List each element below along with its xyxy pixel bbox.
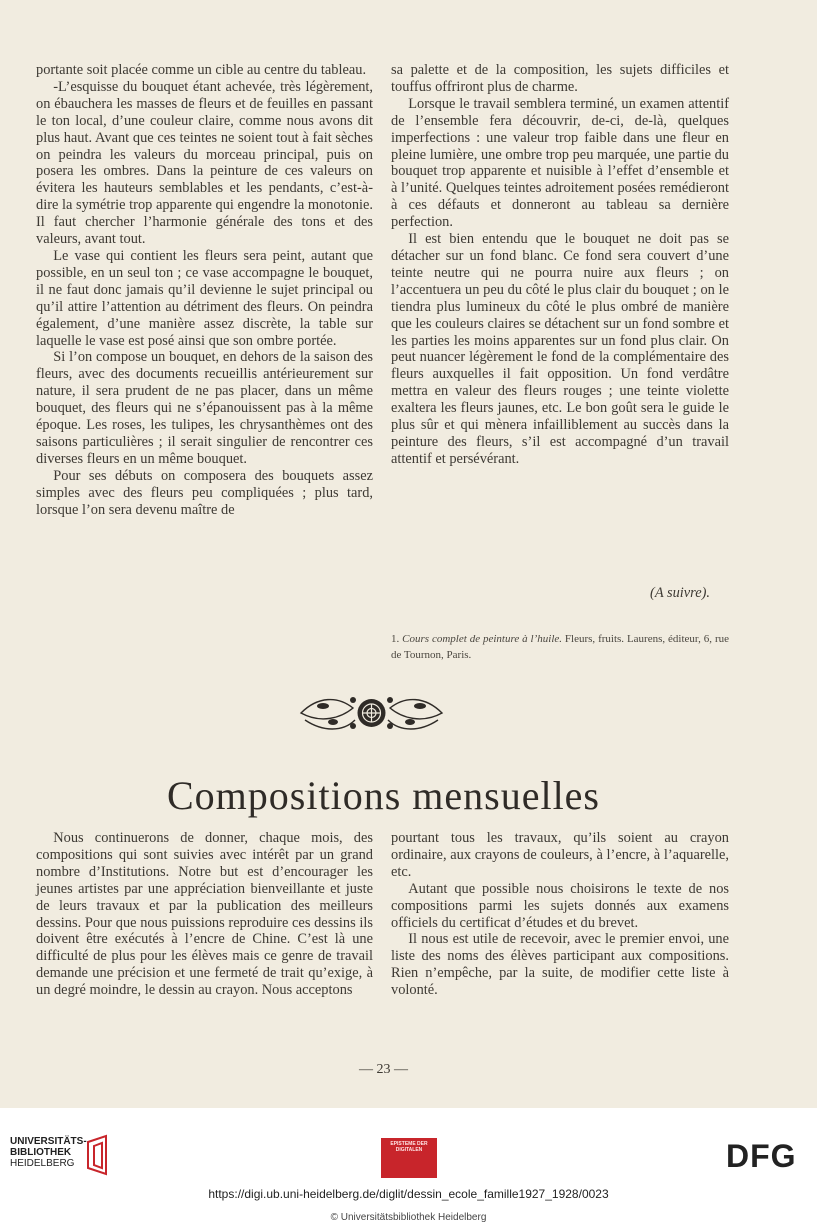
paragraph: -L’esquisse du bouquet étant achevée, très légèrement, on ébauchera les masses de fleurs et de feuilles en passant le ton local, d’une couleur claire, comme nous avons dit plus haut. Avant que ces teintes ne soient tout à fait sèches on peindra les valeurs du morceau principal, puis on posera les ombres. Dans la peinture de ces valeurs on évitera les hauteurs semblables et les pendants, c’est-à-dire la symétrie trop apparente qui engendre la monotonie. Il faut chercher l’harmonie générale des tons et des valeurs, avant tout. <box>36 78 373 248</box>
paragraph: Le vase qui contient les fleurs sera peint, autant que possible, en un seul ton ; ce vase accompagne le bouquet, il ne faut donc jamais qu’il devienne le sujet principal ou qu’il attire l’attention au détriment des fleurs. On peindra également, d’une manière assez discrète, la table sur laquelle le vase est posé ainsi que son ombre portée. <box>36 247 373 349</box>
paragraph: Lorsque le travail semblera terminé, un examen attentif de l’ensemble fera découvrir, de-ci, de-là, quelques imperfections : une valeur trop faible dans une fleur en pleine lumière, une ombre trop peu marquée, une partie du bouquet trop apparente et nuisible à l’effet d’ensemble et à l’unité. Quelques teintes adroitement posées remédieront à ces défauts et donneront au tableau sa dernière perfection. <box>391 95 729 231</box>
university-library-logo[interactable] <box>10 1136 87 1169</box>
paragraph: pourtant tous les travaux, qu’ils soient au crayon ordinaire, aux crayons de couleurs, à l’encre, à l’aquarelle, etc. <box>391 830 729 880</box>
library-name-line: BIBLIOTHEK <box>10 1147 72 1158</box>
section-title: Compositions mensuelles <box>167 773 600 818</box>
library-name-line: HEIDELBERG <box>10 1158 75 1169</box>
footnote-title: Cours complet de peinture à l’huile. <box>402 633 563 645</box>
page-number: — 23 — <box>359 1062 408 1077</box>
paragraph: portante soit placée comme un cible au centre du tableau. <box>36 62 367 78</box>
footnote-number: 1. <box>391 633 400 645</box>
copyright-notice: © Universitätsbibliothek Heidelberg <box>330 1212 487 1223</box>
paragraph: Il nous est utile de recevoir, avec le premier envoi, une liste des noms des élèves participant aux compositions. Rien n’empêche, par la suite, de modifier cette liste à volonté. <box>391 931 729 999</box>
permalink-url[interactable]: https://digi.ub.uni-heidelberg.de/diglit/dessin_ecole_famille1927_1928/0023 <box>208 1187 609 1201</box>
paragraph: Pour ses débuts on composera des bouquets assez simples avec des fleurs peu compliquées ; plus tard, lorsque l’on sera devenu maître de <box>36 467 373 518</box>
project-logo-text: EPISTEME DER DIGITALEN <box>390 1141 428 1153</box>
column-bottom-left <box>36 830 373 999</box>
library-name-line: UNIVERSITÄTS- <box>10 1136 87 1147</box>
floral-ornament-icon <box>293 688 450 738</box>
library-emblem-icon <box>84 1134 114 1178</box>
dfg-logo[interactable]: DFG <box>726 1138 797 1174</box>
column-bottom-right <box>391 830 729 999</box>
column-top-left <box>36 62 373 518</box>
paragraph: Autant que possible nous choisirons le texte de nos compositions parmi les sujets donnés aux examens officiels du certificat d’études et du brevet. <box>391 880 729 931</box>
paragraph: sa palette et de la composition, les sujets difficiles et touffus offriront plus de charme. <box>391 62 729 95</box>
column-top-right <box>391 62 729 468</box>
to-be-continued: (A suivre). <box>650 585 710 601</box>
footnote-rest: Fleurs, fruits. Laurens, éditeur, 6, rue de Tournon, Paris. <box>391 633 729 661</box>
paragraph: Si l’on compose un bouquet, en dehors de la saison des fleurs, avec des documents recueillis antérieurement sur nature, il sera prudent de ne pas placer, dans un même bouquet, des fleurs qui ne s’épanouissent pas à la même époque. Les roses, les tulipes, les chrysanthèmes ont des saisons particulières ; il serait singulier de rencontrer ces diverses fleurs en un même bouquet. <box>36 349 373 467</box>
footnote <box>391 632 729 663</box>
project-logo[interactable] <box>381 1138 437 1178</box>
paragraph: Il est bien entendu que le bouquet ne doit pas se détacher sur un fond blanc. Ce fond sera couvert d’une teinte neutre qui ne pourra nuire aux fleurs ; on l’accentuera un peu du côté le plus clair du bouquet ; on le tiendra plus lumineux du côté le plus ombré de manière que les couleurs claires se détachent sur un fond sombre et les parties les moins apparentes sur un fond plus clair. On peut nuancer légèrement le fond de la complémentaire des fleurs auxquelles il fait opposition. Un fond verdâtre mettra en valeur des fleurs rouges ; une teinte violette exaltera les fleurs jaunes, etc. Le bon goût sera le guide le plus sûr et qui mènera infailliblement au succès dans la peinture des fleurs, s’il est accompagné d’un travail attentif et persévérant. <box>391 231 729 467</box>
paragraph: Nous continuerons de donner, chaque mois, des compositions qui sont suivies avec intérêt par un grand nombre d’Institutions. Notre but est d’encourager les jeunes artistes par une appréciation bienveillante et juste de leurs travaux et par la publication des meilleurs dessins. Pour que nous puissions reproduire ces dessins ils doivent être exécutés à l’encre de Chine. C’est là une difficulté de plus pour les élèves mais ce genre de travail demande une précision et une fermeté de trait qu’exige, à un degré moindre, le dessin au crayon. Nous acceptons <box>36 830 373 999</box>
